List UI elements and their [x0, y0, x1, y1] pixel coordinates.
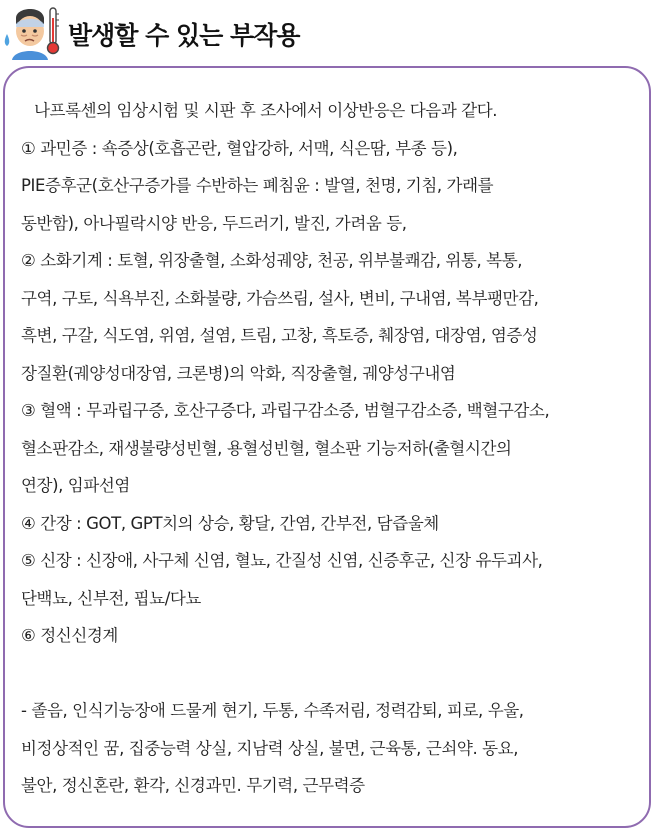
text-line: 혈소판감소, 재생불량성빈혈, 용혈성빈혈, 혈소판 기능저하(출혈시간의 [21, 438, 512, 458]
text-line: ① 과민증 : 쇽증상(호흡곤란, 혈압강하, 서맥, 식은땀, 부종 등), [21, 138, 458, 158]
text-line: 연장), 임파선염 [21, 476, 130, 495]
text-line: ③ 혈액 : 무과립구증, 호산구증다, 과립구감소증, 범혈구감소증, 백혈구감소, [21, 401, 550, 420]
text-line: PIE증후군(호산구증가를 수반하는 폐침윤 : 발열, 천명, 기침, 가래를 [21, 176, 494, 195]
text-line: 동반함), 아나필락시양 반응, 두드러기, 발진, 가려움 등, [21, 213, 407, 233]
footer-line: 불안, 정신혼란, 환각, 신경과민. 무기력, 근무력증 [21, 776, 365, 795]
side-effects-content [21, 92, 649, 805]
text-line: 구역, 구토, 식욕부진, 소화불량, 가슴쓰림, 설사, 변비, 구내염, 복부팽만감, [21, 288, 539, 308]
header [0, 0, 659, 62]
side-effects-card [3, 66, 651, 828]
text-line: ② 소화기계 : 토혈, 위장출혈, 소화성궤양, 천공, 위부불쾌감, 위통, 복통, [21, 251, 523, 270]
text-line: 흑변, 구갈, 식도염, 위염, 설염, 트림, 고창, 흑토증, 췌장염, 대장염, 염증성 [21, 326, 538, 345]
page-title: 발생할 수 있는 부작용 [68, 21, 300, 50]
text-line: ⑥ 정신신경계 [21, 626, 118, 645]
text-line: 단백뇨, 신부전, 핍뇨/다뇨 [21, 588, 201, 608]
text-line: 장질환(궤양성대장염, 크론병)의 악화, 직장출혈, 궤양성구내염 [21, 363, 456, 383]
spacer [21, 655, 649, 693]
text-line: ④ 간장 : GOT, GPT치의 상승, 황달, 간염, 간부전, 담즙울체 [21, 513, 439, 533]
text-line: ⑤ 신장 : 신장애, 사구체 신염, 혈뇨, 간질성 신염, 신증후군, 신장 유두괴사, [21, 551, 543, 570]
footer-line: 비정상적인 꿈, 집중능력 상실, 지남력 상실, 불면, 근육통, 근쇠약. 동요, [21, 738, 519, 758]
footer-line: - 졸음, 인식기능장애 드물게 현기, 두통, 수족저림, 정력감퇴, 피로, 우울, [21, 701, 524, 720]
sick-person-thermometer-icon [2, 4, 64, 60]
intro-text: 나프록센의 임상시험 및 시판 후 조사에서 이상반응은 다음과 같다. [34, 101, 498, 120]
